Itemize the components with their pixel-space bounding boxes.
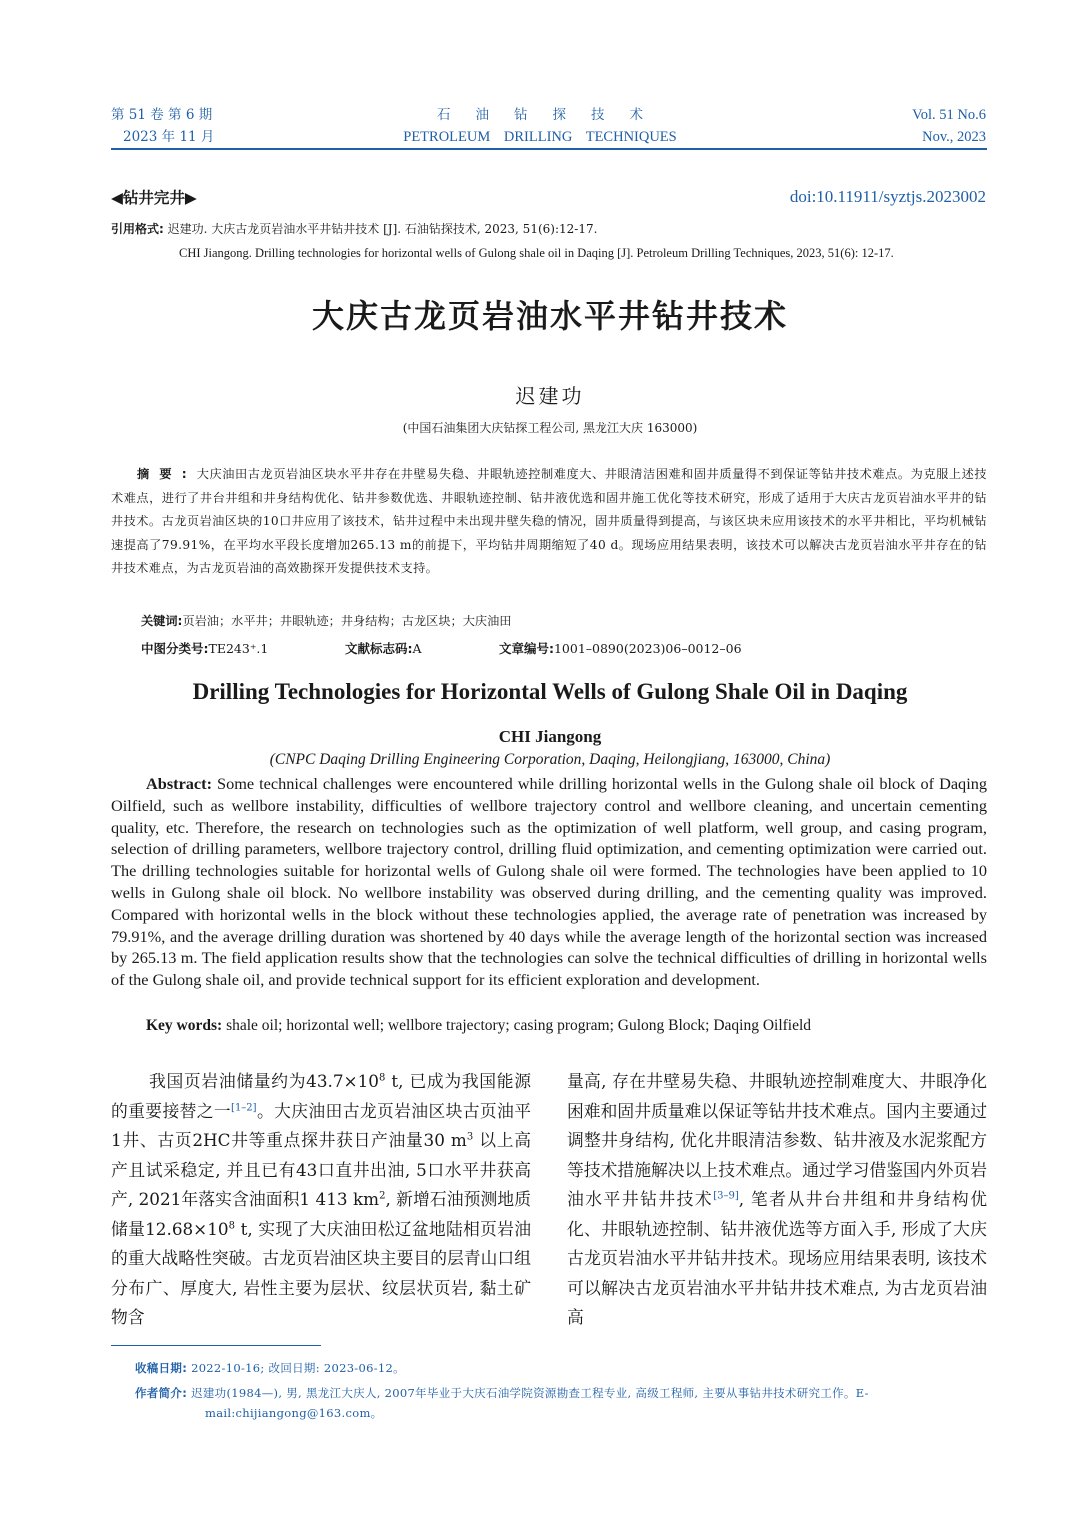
doc-code-value: A bbox=[412, 641, 422, 656]
keywords-en-text: shale oil; horizontal well; wellbore trajectory; casing program; Gulong Block; Daqing Oilfield bbox=[226, 1017, 812, 1034]
affiliation-cn: (中国石油集团大庆钻探工程公司, 黑龙江大庆 163000) bbox=[402, 421, 698, 435]
header-right bbox=[912, 104, 986, 148]
affiliation-en: (CNPC Daqing Drilling Engineering Corporation, Daqing, Heilongjiang, 163000, China) bbox=[269, 751, 831, 768]
abstract-cn bbox=[111, 463, 987, 581]
article-no-label: 文章编号: bbox=[498, 641, 554, 656]
superscript: 8 bbox=[378, 1072, 386, 1084]
body-text: 以上高产且试采稳定, 并且已有43口直井出油, 5口水平井获高产, 2021年落实含油面积1 413 km bbox=[111, 1130, 531, 1209]
doi-link[interactable]: doi:10.11911/syztjs.2023002 bbox=[789, 187, 986, 206]
received-text: 2022-10-16; 改回日期: 2023-06-12。 bbox=[191, 1361, 405, 1375]
body-text: 量高, 存在井壁易失稳、井眼轨迹控制难度大、井眼净化困难和固井质量难以保证等钻井技术难点。国内主要通过调整井身结构, 优化井眼清洁参数、钻井液及水泥浆配方等技术措施解决以上技术难点。通过学习借鉴国内外页岩油水平井钻井技术 bbox=[567, 1071, 987, 1209]
author-bio-label: 作者简介: bbox=[135, 1386, 188, 1400]
citation-ref[interactable]: [1–2] bbox=[231, 1101, 257, 1113]
keywords-en-label: Key words: bbox=[146, 1017, 223, 1034]
paper-title-cn: 大庆古龙页岩油水平井钻井技术 bbox=[311, 297, 788, 335]
header-center bbox=[390, 104, 690, 148]
clc-item bbox=[141, 639, 341, 657]
abstract-cn-label: 摘要: bbox=[137, 467, 197, 481]
body-text: t, 实现了大庆油田松辽盆地陆相页岩油的重大战略性突破。古龙页岩油区块主要目的层青山口组分布广、厚度大, 岩性主要为层状、纹层状页岩, 黏土矿物含 bbox=[111, 1218, 531, 1327]
citation-label: 引用格式: bbox=[111, 222, 164, 236]
header-rule bbox=[111, 148, 987, 150]
citation-cn bbox=[111, 221, 986, 237]
body-text: t, 已成为我国能源的重要接替之一 bbox=[111, 1071, 531, 1121]
volume-cn: 第 51 卷 第 6 期 bbox=[111, 107, 213, 123]
author-en: CHI Jiangong bbox=[498, 727, 602, 746]
paper-title-en: Drilling Technologies for Horizontal Wells of Gulong Shale Oil in Daqing bbox=[192, 679, 908, 704]
journal-en: PETROLEUM DRILLING TECHNIQUES bbox=[403, 129, 677, 145]
clc-label: 中图分类号: bbox=[141, 641, 209, 656]
body-text: 。大庆油田古龙页岩油区块古页油平1井、古页2HC井等重点探井获日产油量30 m bbox=[111, 1100, 531, 1150]
keywords-cn-label: 关键词: bbox=[141, 614, 183, 628]
body-column-right bbox=[567, 1067, 987, 1333]
volume-en: Vol. 51 No.6 bbox=[912, 107, 986, 123]
author-cn: 迟建功 bbox=[515, 384, 585, 408]
abstract-en-text: Some technical challenges were encountered while drilling horizontal wells in the Gulong shale oil block of Daqing Oilfield, such as wellbore instability, difficulties of wellbore trajectory control and wellbore cleaning, and uncertain cementing quality, etc. Therefore, the research on technologies such as the optimization of well platform, well group, and casing program, selection of drilling parameters, wellbore trajectory control, drilling fluid optimization, and cementing optimization were carried out. The drilling technologies suitable for horizontal wells of Gulong shale oil were formed. The technologies have been applied to 10 wells in Gulong shale oil block. No wellbore instability was observed during drilling, and the cementing quality was improved. Compared with horizontal wells in the block without these technologies applied, the average rate of penetration was increased by 79.91%, and the average drilling duration was shortened by 40 days while the average length of the horizontal section was increased by 265.13 m. The field application results show that the technologies can solve the technical difficulties of drilling in horizontal wells of the Gulong shale oil, and provide technical support for its efficient exploration and development. bbox=[111, 774, 987, 990]
superscript: 2 bbox=[379, 1190, 386, 1202]
citation-cn-text: 迟建功. 大庆古龙页岩油水平井钻井技术 [J]. 石油钻探技术, 2023, 51(6):12-17. bbox=[167, 222, 598, 236]
citation-ref[interactable]: [3–9] bbox=[713, 1190, 739, 1202]
body-text: 我国页岩油储量约为43.7×10 bbox=[149, 1071, 379, 1091]
keywords-cn bbox=[141, 612, 512, 629]
section-tag: ◀钻井完井▶ bbox=[111, 189, 197, 207]
date-cn: 2023 年 11 月 bbox=[123, 129, 215, 145]
footnote-author bbox=[135, 1383, 986, 1423]
date-en: Nov., 2023 bbox=[922, 129, 986, 145]
superscript: 8 bbox=[228, 1219, 235, 1231]
article-no-value: 1001–0890(2023)06–0012–06 bbox=[553, 641, 742, 656]
abstract-en bbox=[111, 773, 987, 991]
footnote-received bbox=[135, 1358, 986, 1378]
journal-cn: 石油钻探技术 bbox=[437, 107, 668, 123]
body-column-left bbox=[111, 1067, 531, 1333]
clc-value: TE243⁺.1 bbox=[208, 641, 269, 656]
received-label: 收稿日期: bbox=[135, 1361, 188, 1375]
doc-code-label: 文献标志码: bbox=[344, 641, 413, 656]
footnote-rule bbox=[111, 1345, 321, 1346]
author-bio-text: 迟建功(1984—), 男, 黑龙江大庆人, 2007年毕业于大庆石油学院资源勘查工程专业, 高级工程师, 主要从事钻井技术研究工作。E-mail:chijiangong@163.com。 bbox=[191, 1386, 869, 1420]
classification-row bbox=[141, 639, 742, 657]
article-no-item bbox=[499, 639, 742, 657]
citation-en: CHI Jiangong. Drilling technologies for horizontal wells of Gulong shale oil in Daqing [J]. Petroleum Drilling Techniques, 2023, 51(6): 12-17. bbox=[179, 246, 894, 260]
keywords-cn-text: 页岩油；水平井；井眼轨迹；井身结构；古龙区块；大庆油田 bbox=[182, 614, 512, 628]
header-left bbox=[111, 104, 214, 148]
abstract-cn-text: 大庆油田古龙页岩油区块水平井存在井壁易失稳、井眼轨迹控制难度大、井眼清洁困难和固井质量得不到保证等钻井技术难点。为克服上述技术难点，进行了井台井组和井身结构优化、钻井参数优选、井眼轨迹控制、钻井液优选和固井施工优化等技术研究，形成了适用于大庆古龙页岩油水平井的钻井技术。古龙页岩油区块的10口井应用了该技术，钻井过程中未出现井壁失稳的情况，固井质量得到提高，与该区块未应用该技术的水平井相比，平均机械钻速提高了79.91%，在平均水平段长度增加265.13 m的前提下，平均钻井周期缩短了40 d。现场应用结果表明，该技术可以解决古龙页岩油水平井存在的钻井技术难点，为古龙页岩油的高效勘探开发提供技术支持。 bbox=[111, 467, 987, 575]
body-text: , 笔者从井台井组和井身结构优化、井眼轨迹控制、钻井液优选等方面入手, 形成了大庆古龙页岩油水平井钻井技术。现场应用结果表明, 该技术可以解决古龙页岩油水平井钻井技术难点, 为古龙页岩油高 bbox=[567, 1189, 987, 1327]
body-text: , 新增石油预测地质储量12.68×10 bbox=[111, 1189, 532, 1239]
keywords-en bbox=[146, 1017, 811, 1035]
superscript: 3 bbox=[466, 1131, 474, 1143]
abstract-en-label: Abstract: bbox=[146, 774, 213, 793]
doc-code-item bbox=[345, 639, 495, 657]
